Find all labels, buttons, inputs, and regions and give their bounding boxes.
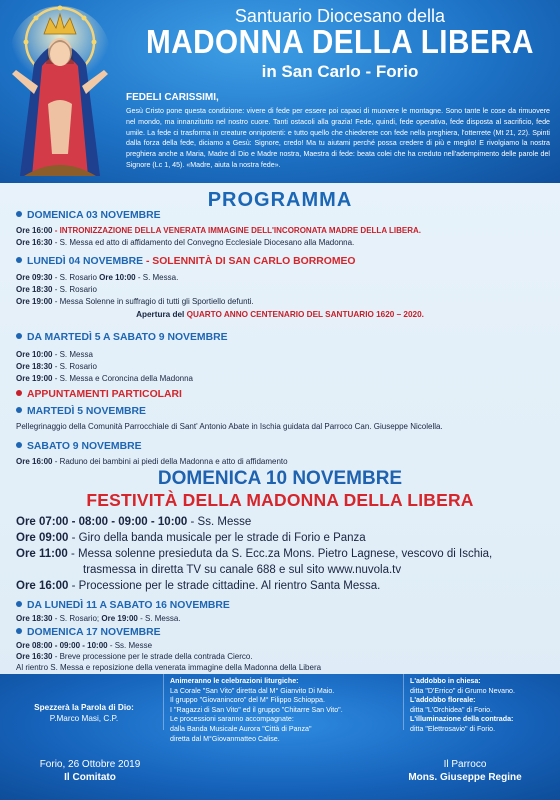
schedule-line [16,273,178,283]
event-text: - S. Messa e Coroncina della Madonna [52,374,193,383]
centenary-announcement [0,310,560,319]
event-text: - Messa Solenne in suffragio di tutti gli Sportiello defunti. [52,297,254,306]
time: Ore 16:00 [16,457,53,466]
document-date: Forio, 26 Ottobre 2019 [39,759,141,770]
time: Ore 18:30 [16,285,53,294]
header-title-main: MADONNA DELLA LIBERA [146,23,534,60]
main-schedule-line [16,531,366,545]
day-heading-03-nov [16,210,161,221]
schedule-line [16,226,421,236]
day-heading-text: DOMENICA 17 NOVEMBRE [27,627,161,638]
main-schedule-line [16,579,380,593]
day-heading-17-nov [16,627,161,638]
day-heading-text: LUNEDÌ 04 NOVEMBRE [27,256,144,267]
day-heading-5-nov [16,406,146,417]
liturgy-line: Il gruppo "Giovanincoro" del M° Filippo Schioppa. [170,696,325,705]
footer-divider [163,674,164,730]
schedule-line [16,422,443,432]
decoration-line: ditta "Elettrosavio" di Forio. [410,724,496,733]
parroco-label: Il Parroco [443,759,487,770]
main-schedule-line [16,547,492,561]
appuntamenti-heading [16,389,182,400]
bullet-icon [16,333,22,339]
preacher-label: Spezzerà la Parola di Dio: [34,703,134,712]
preacher-name: P.Marco Masi, C.P. [49,714,119,723]
schedule-line [16,652,253,662]
day-heading-9-nov [16,441,142,452]
event-text: - Processione per le strade cittadine. Al rientro Santa Messa. [68,580,381,592]
liturgy-line: Le processioni saranno accompagnate: [170,715,294,724]
day-heading-04-nov [16,256,356,267]
day-heading-text: SABATO 9 NOVEMBRE [27,441,142,452]
schedule-line [16,285,97,295]
time: Ore 16:30 [16,652,53,661]
decoration-heading: L'addobbo floreale: [410,696,476,705]
programma-title: PROGRAMMA [207,189,353,211]
event-text: - Breve processione per le strade della contrada Cierco. [52,652,253,661]
time: Ore 16:00 [16,580,69,592]
main-day-title: DOMENICA 10 NOVEMBRE [157,468,403,489]
schedule-line [16,663,321,673]
time: Ore 16:00 [16,226,53,235]
bullet-icon [16,628,22,634]
event-text: Pellegrinaggio della Comunità Parrocchiale di Sant' Antonio Abate in Ischia guidata dal Parroco Can. Giuseppe Nicolella. [16,422,443,431]
event-text: Al rientro S. Messa e reposizione della venerata immagine della Madonna della Libera [16,663,322,672]
main-schedule-line [16,515,251,529]
event-text: - Ss. Messe [107,641,153,650]
header-banner [0,0,560,183]
time: Ore 09:30 [16,273,53,282]
day-heading-text: DA MARTEDÌ 5 A SABATO 9 NOVEMBRE [27,332,228,343]
decoration-line: ditta "D'Errico" di Grumo Nevano. [410,686,515,695]
liturgy-line: dalla Banda Musicale Aurora "Città di Panza" [170,724,312,733]
event-text: - S. Messa [52,350,93,359]
time: Ore 18:30 [16,614,53,623]
event-text: - S. Rosario; [52,614,102,623]
time: Ore 07:00 - 08:00 - 09:00 - 10:00 [16,516,188,528]
footer-divider [403,674,404,730]
event-text: - Giro della banda musicale per le strade di Forio e Panza [68,532,366,544]
time: Ore 19:00 [16,297,53,306]
bullet-icon [16,211,22,217]
day-heading-text: DOMENICA 03 NOVEMBRE [27,210,161,221]
bullet-icon [16,257,22,263]
main-schedule-continuation: trasmessa in diretta TV su canale 688 e sul sito www.nuvola.tv [83,564,402,576]
day-heading-text: MARTEDÌ 5 NOVEMBRE [27,406,146,417]
event-text: - S. Messa. [135,273,179,282]
event-text: - S. Messa. [137,614,181,623]
time: Ore 16:30 [16,238,53,247]
time: Ore 11:00 [16,548,68,560]
preacher-block [14,702,154,724]
bullet-icon [16,407,22,413]
liturgy-line: La Corale "San Vito" diretta dal M° Gianvito Di Maio. [170,686,335,695]
footer-banner [0,674,560,800]
event-text: - INTRONIZZAZIONE DELLA VENERATA IMMAGINE DELL'INCORONATA MADRE DELLA LIBERA. [52,226,422,235]
schedule-line [16,297,254,307]
schedule-line [16,641,152,651]
announcement-text: Apertura del [136,310,187,319]
schedule-line [16,238,354,248]
committee-label: Il Comitato [64,772,116,783]
schedule-line [16,350,93,360]
event-text: - Ss. Messe [187,516,252,528]
decoration-heading: L'illuminazione della contrada: [410,715,514,724]
parroco-name: Mons. Giuseppe Regine [408,772,522,783]
madonna-image [4,4,116,176]
time: Ore 19:00 [101,614,138,623]
bullet-icon [16,390,22,396]
schedule-line [16,457,288,467]
decoration-line: ditta "L'Orchidea" di Forio. [410,705,493,714]
schedule-line [16,362,97,372]
time: Ore 08:00 - 09:00 - 10:00 [16,641,108,650]
schedule-line [16,374,193,384]
liturgy-line: I "Ragazzi di San Vito" ed il gruppo "Chitarre San Vito". [170,705,343,714]
day-heading-highlight: - SOLENNITÀ DI SAN CARLO BORROMEO [143,256,356,267]
time: Ore 18:30 [16,362,53,371]
day-heading-text: DA LUNEDÌ 11 A SABATO 16 NOVEMBRE [27,600,230,611]
main-day-subtitle: FESTIVITÀ DELLA MADONNA DELLA LIBERA [86,490,474,510]
event-text: - S. Rosario [52,285,97,294]
liturgy-block [170,677,400,744]
day-heading-11-16-nov [16,600,230,611]
decorations-block [410,677,555,735]
bullet-icon [16,442,22,448]
time: Ore 10:00 [16,350,53,359]
event-text: - S. Messa ed atto di affidamento del Convegno Ecclesiale Diocesano alla Madonna. [52,238,355,247]
day-heading-5-9-nov [16,332,228,343]
signature-parroco [380,758,550,784]
liturgy-heading: Animeranno le celebrazioni liturgiche: [170,677,299,685]
event-text: - S. Rosario [52,362,97,371]
event-text: - Raduno dei bambini ai piedi della Madonna e atto di affidamento [52,457,288,466]
signature-committee [10,758,170,784]
schedule-line [16,614,181,624]
event-text: - Messa solenne presieduta da S. Ecc.za Mons. Pietro Lagnese, vescovo di Ischia, [67,548,493,560]
header-title-location: in San Carlo - Forio [261,62,419,81]
appuntamenti-text: APPUNTAMENTI PARTICOLARI [27,389,182,400]
time: Ore 09:00 [16,532,69,544]
header-title-line1: Santuario Diocesano della [234,6,446,26]
bullet-icon [16,601,22,607]
event-text: - S. Rosario [52,273,100,282]
time: Ore 19:00 [16,374,53,383]
greeting: FEDELI CARISSIMI, [126,92,219,103]
decoration-heading: L'addobbo in chiesa: [410,677,481,685]
liturgy-line: diretta dal M°Giovanmatteo Calise. [170,734,280,743]
announcement-highlight: QUARTO ANNO CENTENARIO DEL SANTUARIO 1620 – 2020. [186,310,424,319]
intro-paragraph: Gesù Cristo pone questa condizione: vivere di fede per essere poi capaci di muovere le montagne. Sono tante le cose da rimuovere nel mondo, ma innanzitutto nel nostro cuore. Tanti ostacoli alla grazia! Fede, quindi, fede operativa, fede disposta al sacrificio, fede umile. La fede ci trasforma in creature onnipotenti: e tutto quello che chiederete con fede nella preghiera, l'otterrete (Mt 21, 22). Spinti dalla forza della fede, diciamo a Gesù: Signore, credo! Ma tu aiutami perché possa credere di più e meglio! E rivolgiamo la nostra preghiera anche a Maria, Madre di Dio e Madre nostra, Maestra di fede: beata colei che ha creduto nell'adempimento delle parole del Signore (Lc 1, 45). «Madre, aiuta la nostra fede». [126,107,550,169]
time: Ore 10:00 [99,273,136,282]
